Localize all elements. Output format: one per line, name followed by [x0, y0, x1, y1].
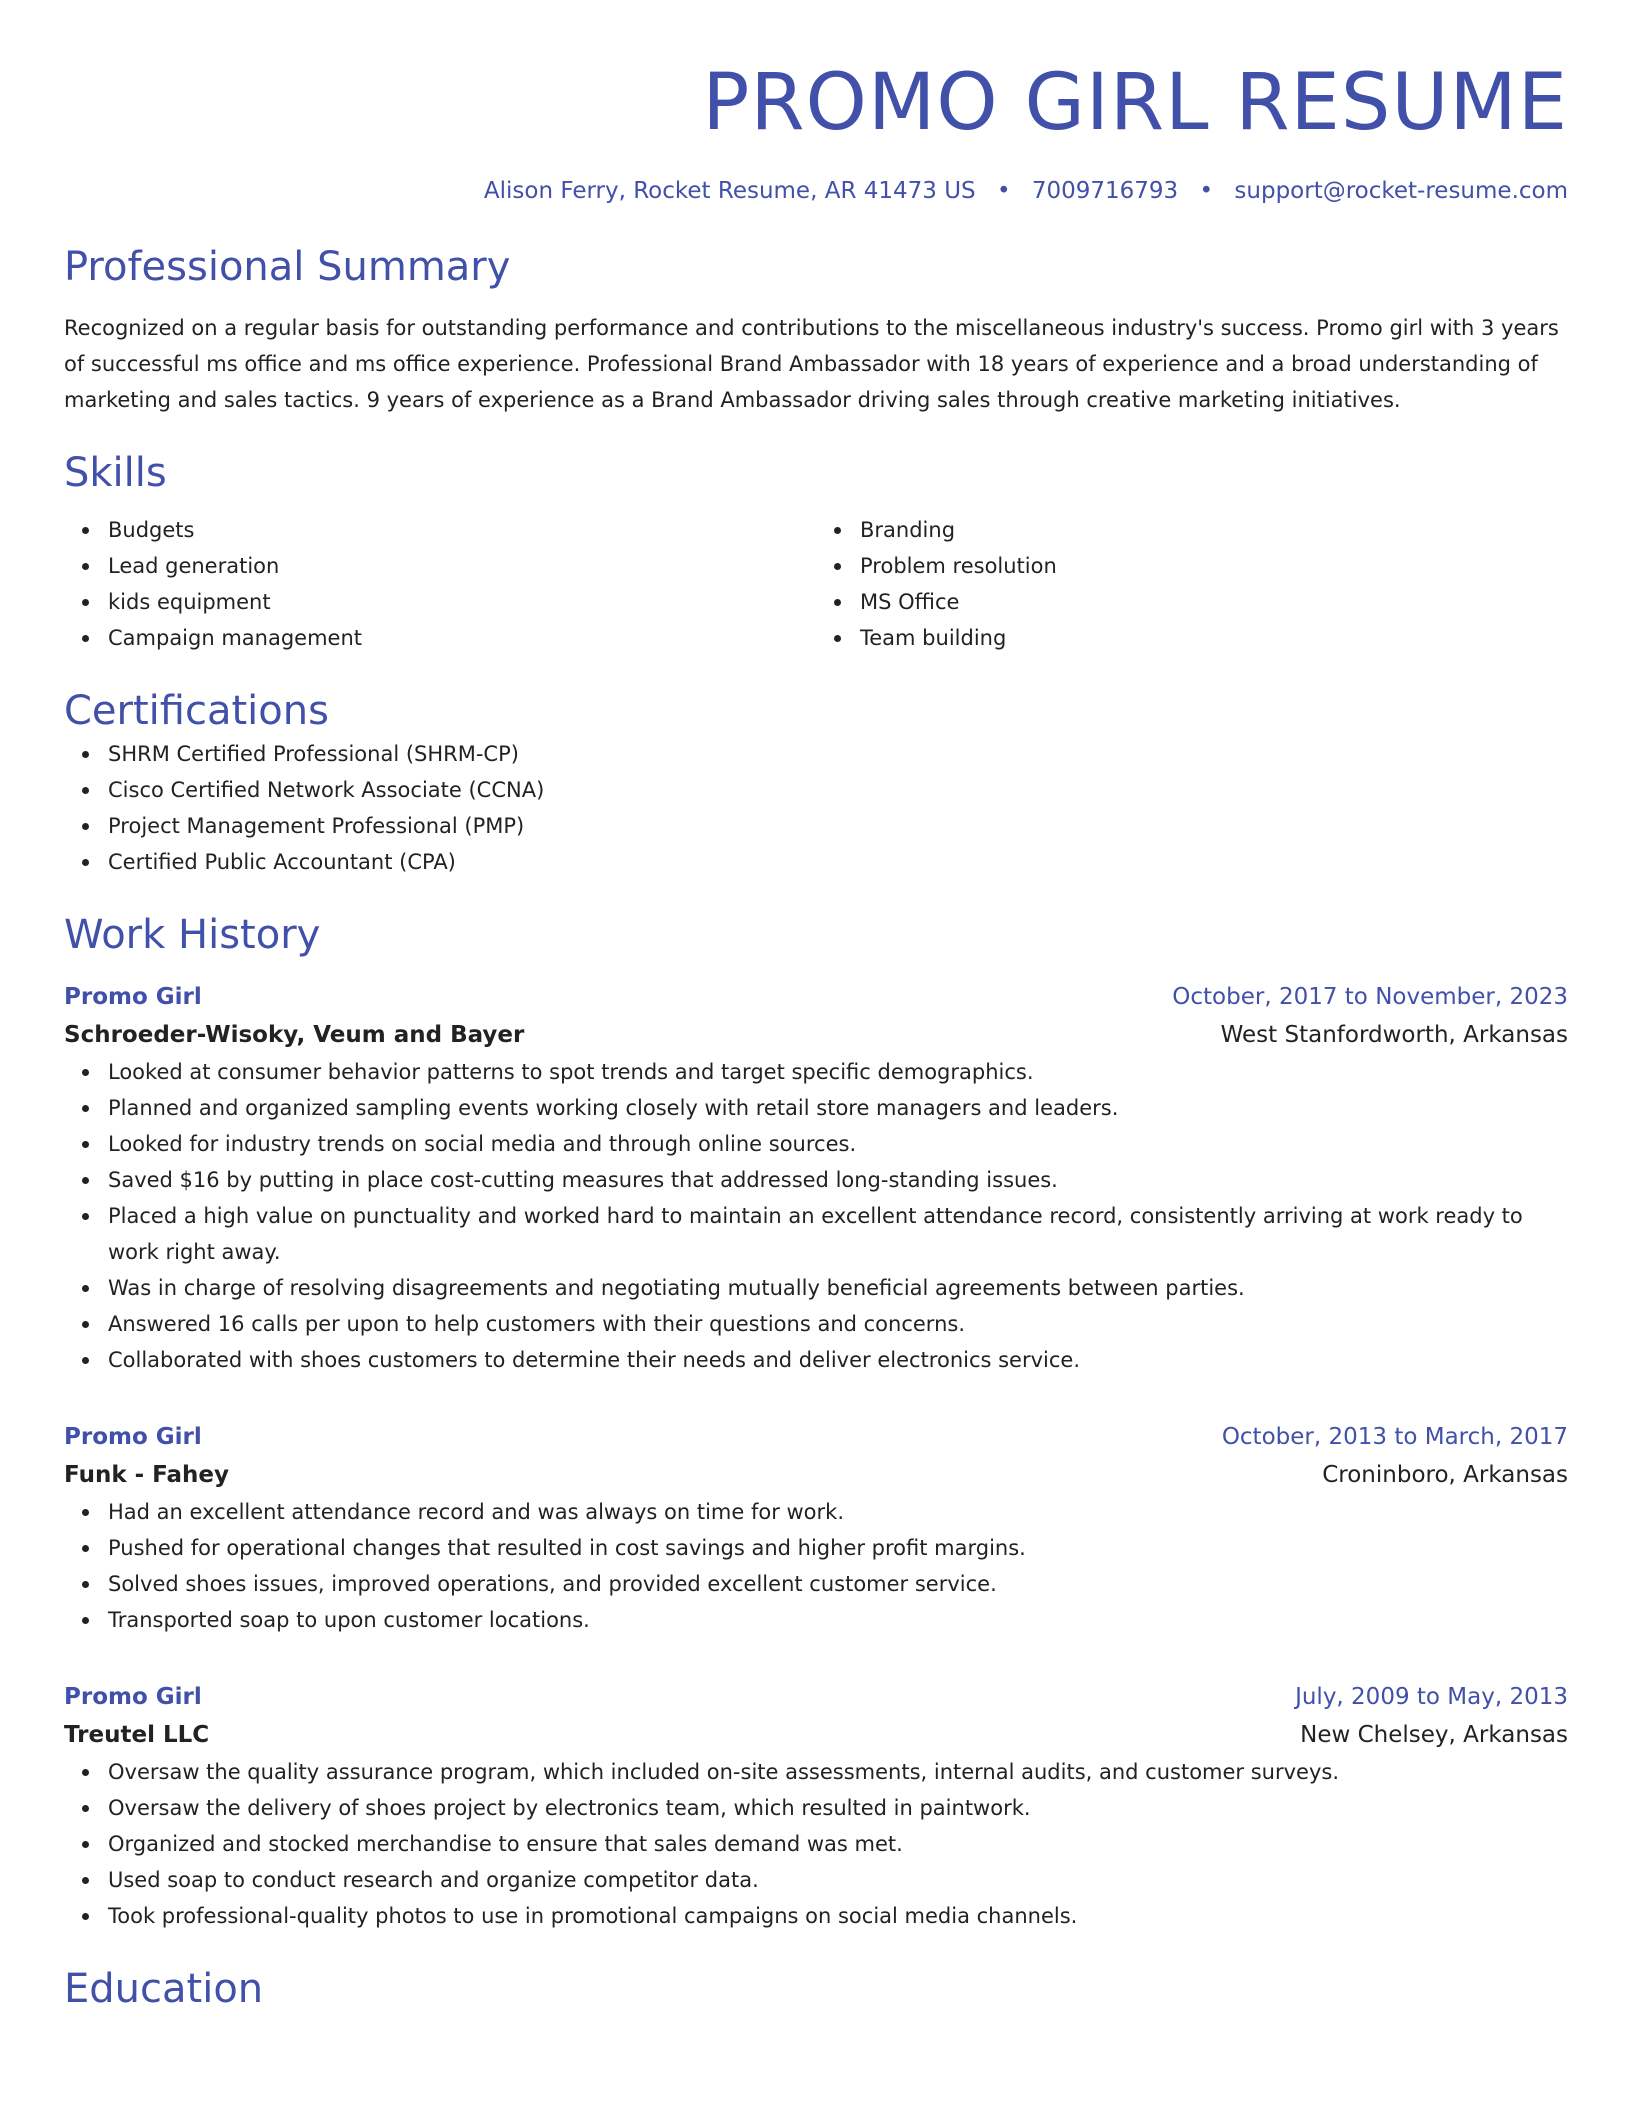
contact-line [64, 178, 1568, 204]
contact-phone: 7009716793 [1031, 178, 1179, 204]
skill-item: Budgets [108, 512, 816, 548]
certification-item: Certified Public Accountant (CPA) [108, 844, 1568, 880]
contact-separator: • [1199, 178, 1214, 204]
job-company-row [64, 1456, 1568, 1494]
job-location: West Stanfordworth, Arkansas [1220, 1022, 1568, 1048]
job-bullet-list [64, 1494, 1568, 1638]
job-bullet: Used soap to conduct research and organize competitor data. [108, 1862, 1568, 1898]
skill-item: Team building [860, 620, 1568, 656]
job-bullet-list [64, 1754, 1568, 1934]
job-bullet: Answered 16 calls per upon to help customers with their questions and concerns. [108, 1306, 1568, 1342]
job-role: Promo Girl [64, 1424, 202, 1450]
skills-list-right [816, 512, 1568, 656]
job-company: Treutel LLC [64, 1722, 210, 1748]
job-bullet: Looked for industry trends on social media and through online sources. [108, 1126, 1568, 1162]
job-title-row [64, 1418, 1568, 1456]
job-entry [64, 978, 1568, 1378]
job-bullet: Collaborated with shoes customers to determine their needs and deliver electronics service. [108, 1342, 1568, 1378]
education-heading: Education [64, 1966, 264, 2012]
certifications-heading: Certifications [64, 688, 329, 734]
work-history-section [64, 910, 1568, 1934]
job-location: Croninboro, Arkansas [1322, 1462, 1568, 1488]
job-bullet: Planned and organized sampling events working closely with retail store managers and leaders. [108, 1090, 1568, 1126]
contact-separator: • [996, 178, 1011, 204]
resume-title: PROMO GIRL RESUME [702, 58, 1568, 148]
job-bullet: Oversaw the quality assurance program, which included on-site assessments, internal audits, and customer surveys. [108, 1754, 1568, 1790]
job-bullet: Pushed for operational changes that resulted in cost savings and higher profit margins. [108, 1530, 1568, 1566]
job-bullet: Oversaw the delivery of shoes project by electronics team, which resulted in paintwork. [108, 1790, 1568, 1826]
skill-item: MS Office [860, 584, 1568, 620]
job-bullet: Looked at consumer behavior patterns to spot trends and target specific demographics. [108, 1054, 1568, 1090]
job-bullet: Saved $16 by putting in place cost-cutting measures that addressed long-standing issues. [108, 1162, 1568, 1198]
job-company-row [64, 1716, 1568, 1754]
job-entry [64, 1418, 1568, 1638]
job-bullet: Organized and stocked merchandise to ensure that sales demand was met. [108, 1826, 1568, 1862]
skills-list-left [64, 512, 816, 656]
job-entry [64, 1678, 1568, 1934]
job-title-row [64, 1678, 1568, 1716]
job-bullet: Solved shoes issues, improved operations, and provided excellent customer service. [108, 1566, 1568, 1602]
job-bullet: Placed a high value on punctuality and worked hard to maintain an excellent attendance record, consistently arriving at work ready to work right away. [108, 1198, 1568, 1270]
contact-email[interactable]: support@rocket-resume.com [1234, 178, 1568, 204]
skill-item: kids equipment [108, 584, 816, 620]
resume-header [64, 0, 1568, 204]
skill-item: Branding [860, 512, 1568, 548]
job-bullet: Transported soap to upon customer locations. [108, 1602, 1568, 1638]
skill-item: Problem resolution [860, 548, 1568, 584]
skills-columns [64, 512, 1568, 656]
contact-address: Alison Ferry, Rocket Resume, AR 41473 US [483, 178, 976, 204]
job-role: Promo Girl [64, 984, 202, 1010]
job-title-row [64, 978, 1568, 1016]
job-role: Promo Girl [64, 1684, 202, 1710]
certification-item: SHRM Certified Professional (SHRM-CP) [108, 736, 1568, 772]
job-bullet: Was in charge of resolving disagreements and negotiating mutually beneficial agreements between parties. [108, 1270, 1568, 1306]
certification-item: Cisco Certified Network Associate (CCNA) [108, 772, 1568, 808]
work-history-heading: Work History [64, 912, 321, 958]
job-bullet-list [64, 1054, 1568, 1378]
summary-heading: Professional Summary [64, 244, 511, 290]
certification-item: Project Management Professional (PMP) [108, 808, 1568, 844]
job-company: Schroeder-Wisoky, Veum and Bayer [64, 1022, 525, 1048]
skills-section [64, 448, 1568, 656]
job-bullet: Had an excellent attendance record and was always on time for work. [108, 1494, 1568, 1530]
skill-item: Lead generation [108, 548, 816, 584]
job-dates: October, 2017 to November, 2023 [1172, 984, 1568, 1010]
job-bullet: Took professional-quality photos to use in promotional campaigns on social media channels. [108, 1898, 1568, 1934]
skills-heading: Skills [64, 450, 167, 496]
summary-section [64, 242, 1568, 418]
certifications-section [64, 686, 1568, 880]
job-dates: October, 2013 to March, 2017 [1221, 1424, 1568, 1450]
education-section [64, 1964, 1568, 2014]
job-company-row [64, 1016, 1568, 1054]
job-location: New Chelsey, Arkansas [1300, 1722, 1568, 1748]
job-company: Funk - Fahey [64, 1462, 230, 1488]
job-dates: July, 2009 to May, 2013 [1295, 1684, 1568, 1710]
certifications-list [64, 736, 1568, 880]
skill-item: Campaign management [108, 620, 816, 656]
summary-text: Recognized on a regular basis for outstanding performance and contributions to the miscellaneous industry's success. Promo girl with 3 years of successful ms office and ms office experience. Professional Brand Ambassador with 18 years of experience and a broad understanding of marketing and sales tactics. 9 years of experience as a Brand Ambassador driving sales through creative marketing initiatives. [64, 316, 1559, 412]
